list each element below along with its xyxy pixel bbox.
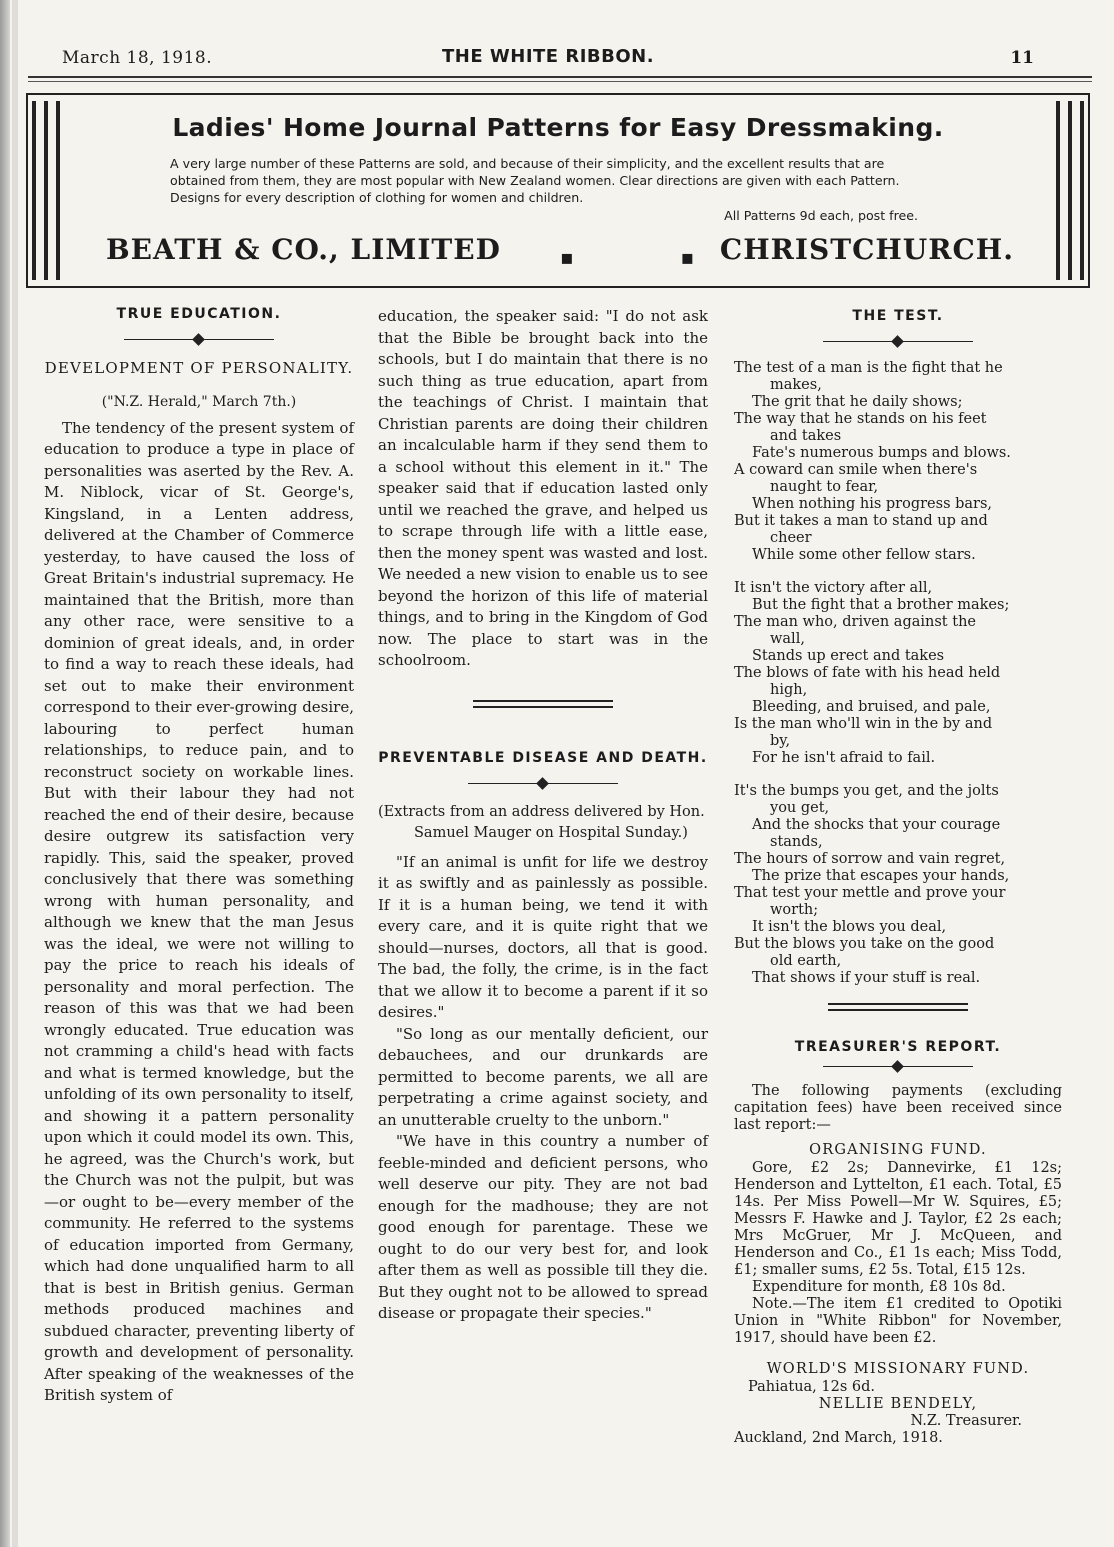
poem-line: wall, (770, 631, 805, 647)
poem-line: you get, (770, 800, 830, 816)
poem-line: While some other fellow stars. (752, 547, 976, 563)
poem-line: cheer (770, 530, 812, 546)
organising-fund-details: Gore, £2 2s; Dannevirke, £1 12s; Henderson and Lyttelton, £1 each. Total, £5 14s. Per Miss Powell—Mr W. Squires, £5; Messrs F. Hawke and J. Taylor, £2 2s each; Mrs McGruer, Mr J. McQueen, and Henderson and Co., £1 1s each; Miss Todd, £1; smaller sums, £2 5s. Total, £15 12s. (734, 1160, 1062, 1278)
poem-line: It isn't the victory after all, (734, 580, 933, 596)
report-note: Note.—The item £1 credited to Opotiki Union in "White Ribbon" for November, 1917, should have been £2. (734, 1296, 1062, 1346)
poem-line: A coward can smile when there's (734, 462, 978, 478)
poem-line: The grit that he daily shows; (752, 394, 963, 410)
poem-stanza-1 (734, 360, 1062, 564)
publication-title: THE WHITE RIBBON. (442, 46, 655, 67)
report-intro: The following payments (excluding capitation fees) have been received since last report:— (734, 1083, 1062, 1133)
poem-line: The man who, driven against the (734, 614, 976, 630)
signature-name: NELLIE BENDELY, (818, 1396, 978, 1412)
poem-line: It isn't the blows you deal, (752, 919, 947, 935)
poem-line: Is the man who'll win in the by and (734, 716, 993, 732)
poem-line: And the shocks that your courage (752, 817, 1001, 833)
issue-date: March 18, 1918. (62, 48, 213, 68)
article-subheading: DEVELOPMENT OF PERSONALITY. (44, 359, 354, 377)
disease-paragraph-3: "We have in this country a number of feeble-minded and deficient persons, who well deserve our pity. They are not bad enough for the madhouse; they are not good enough for parentage. These we ought to do our very best for, and look after them as well as possible till they die. But they ought not to be allowed to spread disease or propagate their species." (378, 1132, 708, 1322)
ad-price: All Patterns 9d each, post free. (724, 208, 918, 223)
poem-line: high, (770, 682, 808, 698)
treasurer-report (734, 1083, 1062, 1447)
poem-line: When nothing his progress bars, (752, 496, 993, 512)
diamond-rule (468, 776, 618, 792)
poem-line: The prize that escapes your hands, (752, 868, 1010, 884)
poem-line: For he isn't afraid to fail. (752, 750, 936, 766)
poem-line: But the fight that a brother makes; (752, 597, 1010, 613)
page-number: 11 (1010, 48, 1034, 68)
section-divider (828, 1003, 968, 1011)
column-right (734, 306, 1062, 1447)
poem-line: Bleeding, and bruised, and pale, (752, 699, 991, 715)
missionary-fund-details: Pahiatua, 12s 6d. (748, 1379, 876, 1395)
poem-heading: THE TEST. (852, 308, 944, 324)
column-middle (378, 306, 708, 1325)
poem-line: That shows if your stuff is real. (752, 970, 981, 986)
section-divider (473, 700, 613, 708)
article-source: ("N.Z. Herald," March 7th.) (101, 394, 297, 410)
poem-line: The blows of fate with his head held (734, 665, 1001, 681)
poem-line: old earth, (770, 953, 842, 969)
ad-separator-dots: ▪ ▪ (560, 245, 745, 269)
disease-paragraph-1: "If an animal is unfit for life we destroy it as swiftly and as painlessly as possible. If it is a human being, we tend it with every care, and it is quite right that we should—nurses, doctors, all that is good. The bad, the folly, the crime, is in the fact that we allow it to become a parent if it so desires." (378, 852, 708, 1021)
ad-body-text: A very large number of these Patterns are sold, and because of their simplicity, and the excellent results that are obtained from them, they are most popular with New Zealand women. Clear directions are given with each Pattern. Designs for every description of clothing for women and children. (170, 156, 900, 205)
poem-line: makes, (770, 377, 822, 393)
diamond-rule (823, 334, 973, 350)
ad-right-bars (1042, 101, 1084, 280)
article-heading-disease: PREVENTABLE DISEASE AND DEATH. (378, 749, 708, 766)
education-paragraph-2: education, the speaker said: "I do not ask that the Bible be brought back into the schools, but I do maintain that there is no such thing as true education, apart from the teachings of Christ. I maintain that Christian parents are doing their children an incalculable harm if they send them to a school without this element in it." The speaker said that if education lasted only until we reached the grave, and helped us to scrape through life with a little ease, then the money spent was wasted and lost. We needed a new vision to enable us to see beyond the horizon of this life of material things, and to bring in the Kingdom of God now. The place to start was in the schoolroom. (378, 307, 708, 669)
poem-line: The test of a man is the fight that he (734, 360, 1003, 376)
header-rule (28, 76, 1092, 82)
ad-city: CHRISTCHURCH. (719, 233, 1014, 266)
disease-intro: (Extracts from an address delivered by Hon. Samuel Mauger on Hospital Sunday.) (378, 803, 705, 841)
education-paragraph-1: The tendency of the present system of education to produce a type in place of personalities was aserted by the Rev. A. M. Niblock, vicar of St. George's, Kingsland, in a Lenten address, delivered at the Chamber of Commerce yesterday, to have caused the loss of Great Britain's industrial supremacy. He maintained that the British, more than any other race, were sensitive to a dominion of great ideals, and, in order to find a way to reach these ideals, had set out to make their environment correspond to their ever-growing desire, labouring to perfect human relationships, to reduce pain, and to reconstruct society on workable lines. But with their labour they had not reached the end of their desire, because desire outgrew its satisfaction very rapidly. This, said the speaker, proved conclusively that there was something wrong with human personality, and although we knew that the man Jesus was the ideal, we were not willing to pay the price to reach his ideals of personality and moral perfection. The reason of this was that we had been wrongly educated. True education was not cramming a child's head with facts and what is termed knowledge, but the unfolding of its own personality to itself, and showing it a pattern personality upon which it could model its own. This, he agreed, was the Church's work, but the Church was not the pulpit, but was—or ought to be—every member of the community. He referred to the systems of education imported from Germany, which had done unqualified harm to all that is best in British genius. German methods produced machines and subdued character, preventing liberty of growth and development of personality. After speaking of the weaknesses of the British system of (44, 418, 354, 1404)
poem-line: by, (770, 733, 791, 749)
poem-stanza-2 (734, 580, 1062, 767)
poem-line: Fate's numerous bumps and blows. (752, 445, 1011, 461)
poem-line: It's the bumps you get, and the jolts (734, 783, 999, 799)
diamond-rule (823, 1059, 973, 1075)
disease-paragraph-2: "So long as our mentally deficient, our debauchees, and our drunkards are permitted to become parents, we all are perpetrating a crime against society, and an unutterable cruelty to the unborn." (378, 1024, 708, 1129)
poem-line: naught to fear, (770, 479, 879, 495)
poem-stanza-3 (734, 783, 1062, 987)
column-left (44, 304, 354, 1407)
ad-left-bars (32, 101, 74, 280)
poem-line: The hours of sorrow and vain regret, (734, 851, 1006, 867)
poem-line: The way that he stands on his feet (734, 411, 987, 427)
advertisement-box (26, 93, 1090, 288)
page-binding-shadow (12, 0, 18, 1547)
poem-line: But it takes a man to stand up and (734, 513, 988, 529)
poem-line: Stands up erect and takes (752, 648, 945, 664)
expenditure-line: Expenditure for month, £8 10s 8d. (752, 1279, 1006, 1295)
poem-body (734, 360, 1062, 987)
poem-line: and takes (770, 428, 842, 444)
poem-line: That test your mettle and prove your (734, 885, 1006, 901)
report-heading: TREASURER'S REPORT. (794, 1039, 1002, 1055)
poem-line: stands, (770, 834, 823, 850)
diamond-rule (124, 332, 274, 348)
organising-fund-heading: ORGANISING FUND. (809, 1142, 987, 1158)
missionary-fund-heading: WORLD'S MISSIONARY FUND. (766, 1361, 1030, 1377)
article-heading-education: TRUE EDUCATION. (116, 306, 282, 322)
page-binding-edge (0, 0, 10, 1547)
poem-line: worth; (770, 902, 819, 918)
ad-title: Ladies' Home Journal Patterns for Easy Dressmaking. (172, 113, 944, 142)
ad-company-name: BEATH & CO., LIMITED (106, 233, 501, 266)
signature-title: N.Z. Treasurer. (910, 1413, 1022, 1429)
poem-line: But the blows you take on the good (734, 936, 995, 952)
place-and-date: Auckland, 2nd March, 1918. (734, 1430, 943, 1446)
page-header (62, 46, 1034, 70)
